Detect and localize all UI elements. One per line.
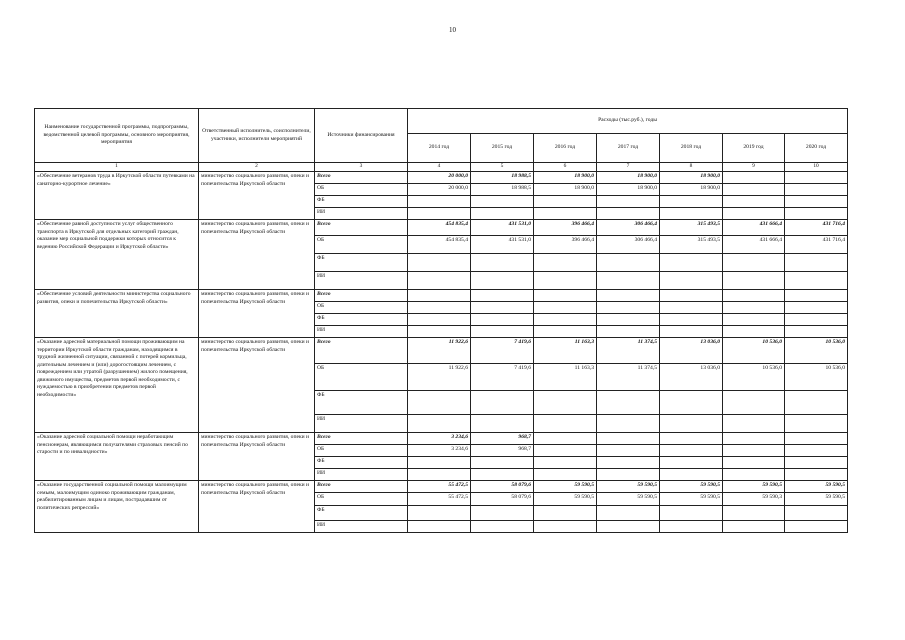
- regional-amount-cell: [408, 302, 471, 314]
- amount-cell: [723, 272, 785, 290]
- col-number: 5: [471, 163, 534, 172]
- program-name: «Обеспечение условий деятельности министерства социального развития, опеки и попечительства Иркутской области»: [35, 290, 199, 338]
- amount-cell: [534, 326, 597, 338]
- amount-cell: [408, 415, 471, 433]
- table-body: [35, 172, 848, 533]
- amount-cell: [597, 506, 660, 521]
- regional-amount-cell: 18 988,5: [471, 184, 534, 196]
- amount-cell: [660, 314, 723, 326]
- amount-cell: [534, 469, 597, 481]
- amount-cell: [597, 254, 660, 272]
- amount-cell: [534, 314, 597, 326]
- total-amount-cell: [723, 433, 785, 445]
- amount-cell: [471, 254, 534, 272]
- amount-cell: [597, 314, 660, 326]
- regional-amount-cell: 10 536,0: [723, 364, 785, 391]
- amount-cell: [723, 415, 785, 433]
- col-number: 6: [534, 163, 597, 172]
- amount-cell: [597, 457, 660, 469]
- amount-cell: [471, 391, 534, 415]
- regional-amount-cell: [723, 184, 785, 196]
- regional-amount-cell: 10 536,0: [785, 364, 848, 391]
- amount-cell: [723, 326, 785, 338]
- col-number: 3: [315, 163, 408, 172]
- amount-cell: [471, 457, 534, 469]
- amount-cell: [597, 521, 660, 533]
- amount-cell: [785, 415, 848, 433]
- total-amount-cell: 431 531,0: [471, 220, 534, 236]
- header-spending: Расходы (тыс.руб.), годы: [408, 109, 848, 134]
- program-executor: министерство социального развития, опеки и попечительства Иркутской области: [199, 481, 315, 533]
- header-source: Источники финансирования: [315, 109, 408, 163]
- total-amount-cell: 18 988,5: [471, 172, 534, 184]
- total-amount-cell: [408, 290, 471, 302]
- amount-cell: [785, 457, 848, 469]
- amount-cell: [408, 254, 471, 272]
- regional-amount-cell: [534, 445, 597, 457]
- amount-cell: [597, 391, 660, 415]
- amount-cell: [408, 521, 471, 533]
- amount-cell: [408, 208, 471, 220]
- amount-cell: [785, 521, 848, 533]
- total-amount-cell: [534, 290, 597, 302]
- regional-amount-cell: 59 590,5: [785, 493, 848, 506]
- amount-cell: [723, 469, 785, 481]
- regional-amount-cell: 18 900,0: [660, 184, 723, 196]
- amount-cell: [408, 457, 471, 469]
- total-amount-cell: 59 590,5: [660, 481, 723, 493]
- amount-cell: [597, 469, 660, 481]
- regional-amount-cell: 18 900,0: [534, 184, 597, 196]
- regional-amount-cell: 7 419,6: [471, 364, 534, 391]
- table-header: [35, 109, 848, 172]
- amount-cell: [534, 254, 597, 272]
- program-executor: министерство социального развития, опеки и попечительства Иркутской области: [199, 220, 315, 290]
- table-row: [35, 220, 848, 236]
- total-amount-cell: 59 590,5: [723, 481, 785, 493]
- amount-cell: [534, 391, 597, 415]
- amount-cell: [723, 457, 785, 469]
- funding-source: ОБ: [315, 445, 408, 457]
- amount-cell: [660, 196, 723, 208]
- amount-cell: [723, 314, 785, 326]
- total-amount-cell: 18 900,0: [597, 172, 660, 184]
- funding-source: Всего: [315, 172, 408, 184]
- year-2015: 2015 год: [471, 134, 534, 163]
- col-number: 10: [785, 163, 848, 172]
- total-amount-cell: [723, 172, 785, 184]
- total-amount-cell: [534, 433, 597, 445]
- total-amount-cell: 18 900,0: [660, 172, 723, 184]
- regional-amount-cell: 59 590,5: [660, 493, 723, 506]
- amount-cell: [785, 391, 848, 415]
- program-name: «Оказание адресной материальной помощи проживающим на территории Иркутской области гражданам, находящимся в трудной жизненной ситуации, связанной с потерей кормильца, длительным лечением и (или) дорогостоящим лечением, с повреждением или утратой (разрушением) жилого помещения, движимого имущества, предметов первой необходимости, с нуждаемостью в приобретении предметов первой необходимости»: [35, 338, 199, 433]
- funding-source: ОБ: [315, 364, 408, 391]
- regional-amount-cell: [597, 445, 660, 457]
- total-amount-cell: 431 666,4: [723, 220, 785, 236]
- regional-amount-cell: 431 716,4: [785, 236, 848, 254]
- amount-cell: [534, 415, 597, 433]
- budget-table: [34, 108, 848, 533]
- amount-cell: [408, 326, 471, 338]
- total-amount-cell: 3 234,6: [408, 433, 471, 445]
- total-amount-cell: 58 079,6: [471, 481, 534, 493]
- total-amount-cell: 454 835,4: [408, 220, 471, 236]
- regional-amount-cell: 59 590,3: [723, 493, 785, 506]
- amount-cell: [660, 457, 723, 469]
- regional-amount-cell: 58 079,6: [471, 493, 534, 506]
- funding-source: Всего: [315, 338, 408, 364]
- amount-cell: [785, 196, 848, 208]
- program-executor: министерство социального развития, опеки и попечительства Иркутской области: [199, 290, 315, 338]
- amount-cell: [723, 391, 785, 415]
- year-2019: 2019 год: [723, 134, 785, 163]
- amount-cell: [723, 506, 785, 521]
- col-number: 8: [660, 163, 723, 172]
- regional-amount-cell: 454 835,4: [408, 236, 471, 254]
- total-amount-cell: [723, 290, 785, 302]
- regional-amount-cell: [534, 302, 597, 314]
- regional-amount-cell: 55 472,5: [408, 493, 471, 506]
- amount-cell: [723, 196, 785, 208]
- program-name: «Оказание адресной социальной помощи неработающим пенсионерам, являющимся получателями страховых пенсий по старости и по инвалидности»: [35, 433, 199, 481]
- amount-cell: [785, 326, 848, 338]
- funding-source: ИИ: [315, 415, 408, 433]
- total-amount-cell: 20 000,0: [408, 172, 471, 184]
- amount-cell: [597, 272, 660, 290]
- total-amount-cell: 7 419,6: [471, 338, 534, 364]
- amount-cell: [471, 506, 534, 521]
- funding-source: ФБ: [315, 457, 408, 469]
- funding-source: ОБ: [315, 236, 408, 254]
- year-2017: 2017 год: [597, 134, 660, 163]
- regional-amount-cell: 431 531,0: [471, 236, 534, 254]
- total-amount-cell: 11 374,5: [597, 338, 660, 364]
- amount-cell: [408, 196, 471, 208]
- total-amount-cell: 396 466,4: [534, 220, 597, 236]
- amount-cell: [597, 326, 660, 338]
- column-number-row: [35, 163, 848, 172]
- amount-cell: [408, 469, 471, 481]
- regional-amount-cell: 306 466,4: [597, 236, 660, 254]
- amount-cell: [597, 415, 660, 433]
- regional-amount-cell: 59 590,5: [597, 493, 660, 506]
- amount-cell: [660, 415, 723, 433]
- amount-cell: [471, 469, 534, 481]
- amount-cell: [534, 457, 597, 469]
- amount-cell: [534, 196, 597, 208]
- amount-cell: [660, 326, 723, 338]
- year-2020: 2020 год: [785, 134, 848, 163]
- col-number: 1: [35, 163, 199, 172]
- total-amount-cell: [597, 290, 660, 302]
- regional-amount-cell: [785, 445, 848, 457]
- program-executor: министерство социального развития, опеки и попечительства Иркутской области: [199, 172, 315, 220]
- col-number: 2: [199, 163, 315, 172]
- regional-amount-cell: 968,7: [471, 445, 534, 457]
- year-2018: 2018 год: [660, 134, 723, 163]
- funding-source: ИИ: [315, 469, 408, 481]
- amount-cell: [471, 521, 534, 533]
- amount-cell: [660, 391, 723, 415]
- amount-cell: [471, 415, 534, 433]
- regional-amount-cell: [723, 445, 785, 457]
- amount-cell: [534, 272, 597, 290]
- total-amount-cell: 431 716,4: [785, 220, 848, 236]
- amount-cell: [660, 208, 723, 220]
- funding-source: ФБ: [315, 391, 408, 415]
- total-amount-cell: 10 536,0: [785, 338, 848, 364]
- header-executor: Ответственный исполнитель, соисполнители, участники, исполнители мероприятий: [199, 109, 315, 163]
- funding-source: ИИ: [315, 272, 408, 290]
- amount-cell: [534, 506, 597, 521]
- funding-source: ИИ: [315, 326, 408, 338]
- amount-cell: [723, 208, 785, 220]
- amount-cell: [408, 272, 471, 290]
- amount-cell: [785, 254, 848, 272]
- amount-cell: [471, 272, 534, 290]
- total-amount-cell: 55 472,5: [408, 481, 471, 493]
- total-amount-cell: [785, 172, 848, 184]
- funding-source: ФБ: [315, 506, 408, 521]
- total-amount-cell: 968,7: [471, 433, 534, 445]
- funding-source: Всего: [315, 290, 408, 302]
- amount-cell: [660, 506, 723, 521]
- amount-cell: [660, 521, 723, 533]
- regional-amount-cell: 11 922,6: [408, 364, 471, 391]
- table-row: [35, 481, 848, 493]
- amount-cell: [660, 254, 723, 272]
- amount-cell: [408, 314, 471, 326]
- amount-cell: [597, 196, 660, 208]
- regional-amount-cell: [723, 302, 785, 314]
- total-amount-cell: 18 900,0: [534, 172, 597, 184]
- program-name: «Обеспечение ветеранов труда в Иркутской области путевками на санаторно-курортное лечение»: [35, 172, 199, 220]
- regional-amount-cell: 396 466,4: [534, 236, 597, 254]
- amount-cell: [785, 272, 848, 290]
- table-row: [35, 290, 848, 302]
- amount-cell: [785, 469, 848, 481]
- funding-source: Всего: [315, 433, 408, 445]
- amount-cell: [408, 391, 471, 415]
- amount-cell: [723, 254, 785, 272]
- program-name: «Обеспечение равной доступности услуг общественного транспорта в Иркутской для отдельных категорий граждан, оказание мер социальной поддержки которых относится к ведению Российской Федерации и Иркутской области»: [35, 220, 199, 290]
- regional-amount-cell: 59 590,5: [534, 493, 597, 506]
- regional-amount-cell: 11 374,5: [597, 364, 660, 391]
- table-row: [35, 338, 848, 364]
- header-name: Наименование государственной программы, подпрограммы, ведомственной целевой программы, основного мероприятия, мероприятия: [35, 109, 199, 163]
- amount-cell: [597, 208, 660, 220]
- regional-amount-cell: [785, 184, 848, 196]
- funding-source: ИИ: [315, 208, 408, 220]
- funding-source: ФБ: [315, 314, 408, 326]
- total-amount-cell: 59 590,5: [597, 481, 660, 493]
- regional-amount-cell: 3 234,6: [408, 445, 471, 457]
- total-amount-cell: 11 163,3: [534, 338, 597, 364]
- funding-source: Всего: [315, 220, 408, 236]
- program-name: «Оказание государственной социальной помощи малоимущим семьям, малоимущим одиноко проживающим гражданам, реабилитированным лицам и лицам, пострадавшим от политических репрессий»: [35, 481, 199, 533]
- program-executor: министерство социального развития, опеки и попечительства Иркутской области: [199, 338, 315, 433]
- page-number: 10: [449, 26, 456, 34]
- amount-cell: [471, 208, 534, 220]
- regional-amount-cell: 11 163,3: [534, 364, 597, 391]
- total-amount-cell: 315 493,5: [660, 220, 723, 236]
- total-amount-cell: [471, 290, 534, 302]
- amount-cell: [471, 196, 534, 208]
- regional-amount-cell: 18 900,0: [597, 184, 660, 196]
- funding-source: ОБ: [315, 184, 408, 196]
- funding-source: ОБ: [315, 493, 408, 506]
- total-amount-cell: [785, 290, 848, 302]
- amount-cell: [785, 314, 848, 326]
- col-number: 9: [723, 163, 785, 172]
- amount-cell: [471, 326, 534, 338]
- amount-cell: [785, 506, 848, 521]
- amount-cell: [408, 506, 471, 521]
- amount-cell: [660, 469, 723, 481]
- total-amount-cell: 10 536,0: [723, 338, 785, 364]
- regional-amount-cell: [471, 302, 534, 314]
- table-row: [35, 172, 848, 184]
- funding-source: ОБ: [315, 302, 408, 314]
- total-amount-cell: [660, 290, 723, 302]
- year-2016: 2016 год: [534, 134, 597, 163]
- col-number: 7: [597, 163, 660, 172]
- program-executor: министерство социального развития, опеки и попечительства Иркутской области: [199, 433, 315, 481]
- funding-source: ИИ: [315, 521, 408, 533]
- amount-cell: [534, 208, 597, 220]
- table-row: [35, 433, 848, 445]
- total-amount-cell: [660, 433, 723, 445]
- total-amount-cell: 59 590,5: [534, 481, 597, 493]
- amount-cell: [660, 272, 723, 290]
- amount-cell: [471, 314, 534, 326]
- funding-source: ФБ: [315, 254, 408, 272]
- total-amount-cell: 59 590,5: [785, 481, 848, 493]
- total-amount-cell: 306 466,4: [597, 220, 660, 236]
- regional-amount-cell: 13 036,0: [660, 364, 723, 391]
- year-2014: 2014 год: [408, 134, 471, 163]
- regional-amount-cell: [785, 302, 848, 314]
- funding-source: Всего: [315, 481, 408, 493]
- total-amount-cell: [597, 433, 660, 445]
- regional-amount-cell: 315 493,5: [660, 236, 723, 254]
- regional-amount-cell: 20 000,0: [408, 184, 471, 196]
- amount-cell: [534, 521, 597, 533]
- regional-amount-cell: [597, 302, 660, 314]
- regional-amount-cell: [660, 302, 723, 314]
- col-number: 4: [408, 163, 471, 172]
- total-amount-cell: [785, 433, 848, 445]
- amount-cell: [785, 208, 848, 220]
- amount-cell: [723, 521, 785, 533]
- funding-source: ФБ: [315, 196, 408, 208]
- regional-amount-cell: 431 666,4: [723, 236, 785, 254]
- total-amount-cell: 13 036,0: [660, 338, 723, 364]
- total-amount-cell: 11 922,6: [408, 338, 471, 364]
- regional-amount-cell: [660, 445, 723, 457]
